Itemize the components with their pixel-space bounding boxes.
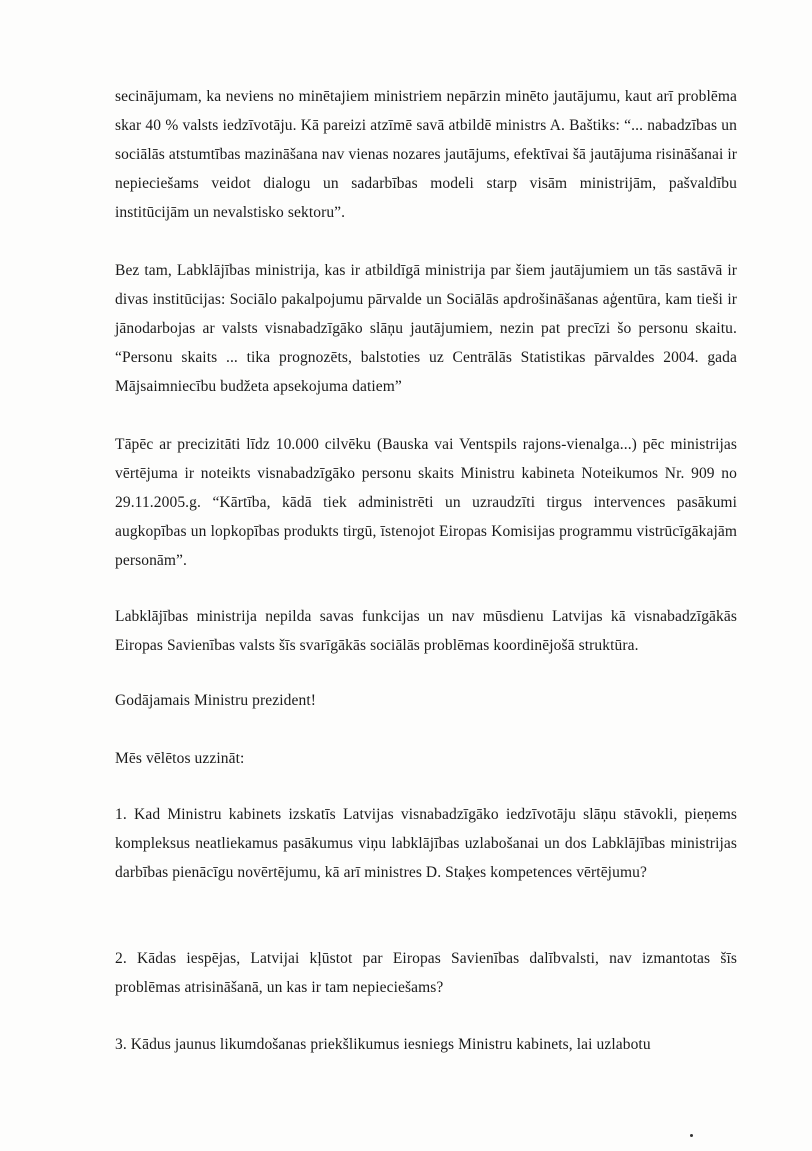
scan-speck — [690, 1134, 693, 1137]
question-intro: Mēs vēlētos uzzināt: — [115, 750, 245, 767]
question-1: 1. Kad Ministru kabinets izskatīs Latvijas visnabadzīgāko iedzīvotāju slāņu stāvokli, pieņems kompleksus neatliekamus pasākumus viņu labklājības uzlabošanai un dos Labklājības ministrijas darbības pienācīgu novērtējumu, kā arī ministres D. Staķes kompetences vērtējumu? — [115, 806, 737, 881]
salutation: Godājamais Ministru prezident! — [115, 692, 317, 709]
question-2: 2. Kādas iespējas, Latvijai kļūstot par Eiropas Savienības dalībvalsti, nav izmantotas šīs problēmas atrisināšanā, un kas ir tam nepieciešams? — [115, 950, 737, 996]
paragraph-ministry-functions: Labklājības ministrija nepilda savas funkcijas un nav mūsdienu Latvijas kā visnabadzīgākās Eiropas Savienības valsts šīs svarīgākās sociālās problēmas koordinējošā struktūra. — [115, 608, 737, 654]
paragraph-precision: Tāpēc ar precizitāti līdz 10.000 cilvēku (Bauska vai Ventspils rajons-vienalga...) pēc ministrijas vērtējuma ir noteikts visnabadzīgāko personu skaits Ministru kabineta Noteikumos Nr. 909 no 29.11.2005.g. “Kārtība, kādā tiek administrēti un uzraudzīti tirgus intervences pasākumi augkopības un lopkopības produkts tirgū, īstenojot Eiropas Komisijas programmu vistrūcīgākajām personām”. — [115, 436, 737, 569]
paragraph-conclusion: secinājumam, ka neviens no minētajiem ministriem nepārzin minēto jautājumu, kaut arī problēma skar 40 % valsts iedzīvotāju. Kā pareizi atzīmē savā atbildē ministrs A. Baštiks: “... nabadzības un sociālās atstumtības mazināšana nav vienas nozares jautājums, efektīvai šā jautājuma risināšanai ir nepieciešams veidot dialogu un sadarbības modeli starp visām ministrijām, pašvaldību institūcijām un nevalstisko sektoru”. — [115, 88, 737, 221]
paragraph-ministry-institutions: Bez tam, Labklājības ministrija, kas ir atbildīgā ministrija par šiem jautājumiem un tās sastāvā ir divas institūcijas: Sociālo pakalpojumu pārvalde un Sociālās apdrošināšanas aģentūra, kam tieši ir jānodarbojas ar valsts visnabadzīgāko slāņu jautājumiem, nezin pat precīzi šo personu skaitu. “Personu skaits ... tika prognozēts, balstoties uz Centrālās Statistikas pārvaldes 2004. gada Mājsaimniecību budžeta apsekojuma datiem” — [115, 262, 737, 395]
question-3: 3. Kādus jaunus likumdošanas priekšlikumus iesniegs Ministru kabinets, lai uzlabotu — [115, 1036, 651, 1053]
